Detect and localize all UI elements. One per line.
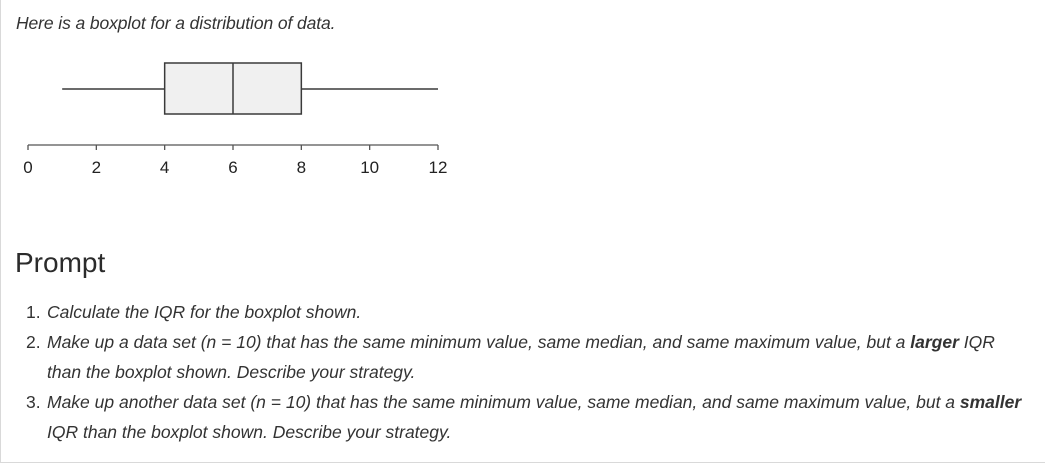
prompt-list — [26, 297, 1031, 447]
x-axis-tick-label: 6 — [228, 158, 238, 177]
prompt-item-number: 2. — [26, 332, 41, 352]
prompt-item-text-end: IQR than the boxplot shown. Describe your strategy. — [47, 332, 995, 382]
prompt-heading: Prompt — [15, 247, 106, 278]
prompt-item-number: 1. — [26, 302, 41, 322]
intro-text: Here is a boxplot for a distribution of data. — [16, 13, 336, 33]
x-axis-tick-label: 10 — [360, 158, 380, 177]
prompt-item-text-end: IQR than the boxplot shown. Describe your strategy. — [47, 422, 452, 442]
prompt-item-emphasis: smaller — [959, 392, 1022, 412]
prompt-item-number: 3. — [26, 392, 41, 412]
x-axis-tick-label: 8 — [296, 158, 307, 177]
x-axis-tick-label: 2 — [91, 158, 102, 177]
x-axis-tick-label: 0 — [23, 158, 33, 177]
prompt-item-emphasis: larger — [910, 332, 959, 352]
x-axis-tick-label: 4 — [159, 158, 170, 177]
prompt-item-3 — [26, 387, 1031, 447]
boxplot-chart — [0, 48, 480, 198]
prompt-item-2 — [26, 327, 1031, 387]
x-axis-tick-label: 12 — [428, 158, 448, 177]
prompt-item-text: Make up a data set (n = 10) that has the same minimum value, same median, and same maximum value, but a — [47, 332, 911, 352]
prompt-item-text: Make up another data set (n = 10) that has the same minimum value, same median, and same maximum value, but a — [47, 392, 960, 412]
prompt-item-text: Calculate the IQR for the boxplot shown. — [47, 302, 362, 322]
prompt-item-1 — [26, 297, 1031, 327]
